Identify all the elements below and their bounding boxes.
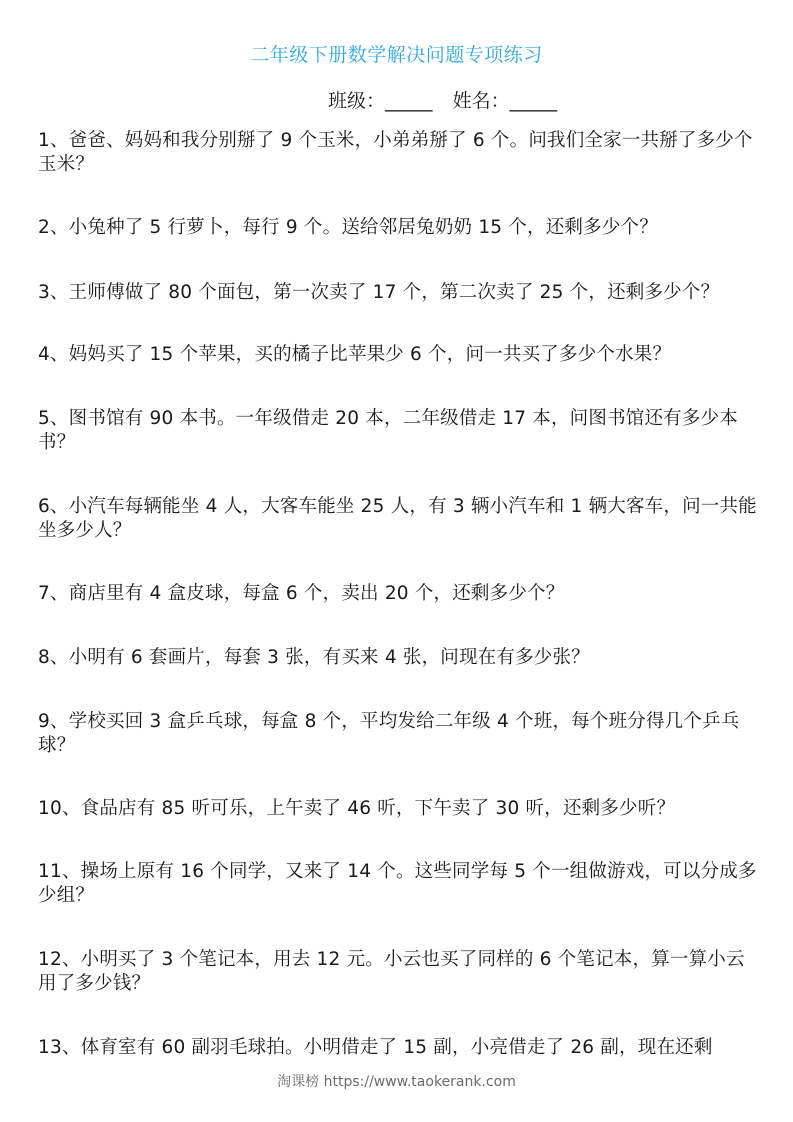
question-3: 3、王师傅做了 80 个面包，第一次卖了 17 个，第二次卖了 25 个，还剩多少个？ (38, 282, 720, 303)
question-13: 13、体育室有 60 副羽毛球拍。小明借走了 15 副，小亮借走了 26 副，现在还剩 (38, 1037, 713, 1058)
question-7: 7、商店里有 4 盒皮球，每盒 6 个，卖出 20 个，还剩多少个？ (38, 583, 565, 604)
question-10: 10、食品店有 85 听可乐，上午卖了 46 听，下午卖了 30 听，还剩多少听？ (38, 798, 676, 819)
class-name-line (328, 86, 557, 113)
question-5: 5、图书馆有 90 本书。一年级借走 20 本，二年级借走 17 本，问图书馆还有多少本书？ (38, 408, 738, 453)
question-4: 4、妈妈买了 15 个苹果，买的橘子比苹果少 6 个，问一共买了多少个水果？ (38, 344, 672, 365)
question-12: 12、小明买了 3 个笔记本，用去 12 元。小云也买了同样的 6 个笔记本，算一算小云用了多少钱？ (38, 949, 745, 994)
question-1: 1、爸爸、妈妈和我分别掰了 9 个玉米，小弟弟掰了 6 个。问我们全家一共掰了多少个玉米？ (38, 130, 753, 175)
question-6: 6、小汽车每辆能坐 4 人，大客车能坐 25 人，有 3 辆小汽车和 1 辆大客车，问一共能坐多少人？ (38, 496, 757, 541)
question-2: 2、小兔种了 5 行萝卜，每行 9 个。送给邻居兔奶奶 15 个，还剩多少个？ (38, 217, 658, 238)
name-field: 姓名：_____ (452, 90, 558, 112)
page-title: 二年级下册数学解决问题专项练习 (250, 44, 543, 66)
class-field: 班级：_____ (328, 90, 433, 112)
question-8: 8、小明有 6 套画片，每套 3 张，有买来 4 张，问现在有多少张？ (38, 647, 590, 668)
question-11: 11、操场上原有 16 个同学，又来了 14 个。这些同学每 5 个一组做游戏，可以分成多少组？ (38, 861, 757, 906)
footer-watermark: 淘课榜 https://www.taokerank.com (277, 1074, 516, 1090)
question-9: 9、学校买回 3 盒乒乓球，每盒 8 个，平均发给二年级 4 个班，每个班分得几个乒乓球？ (38, 711, 740, 756)
